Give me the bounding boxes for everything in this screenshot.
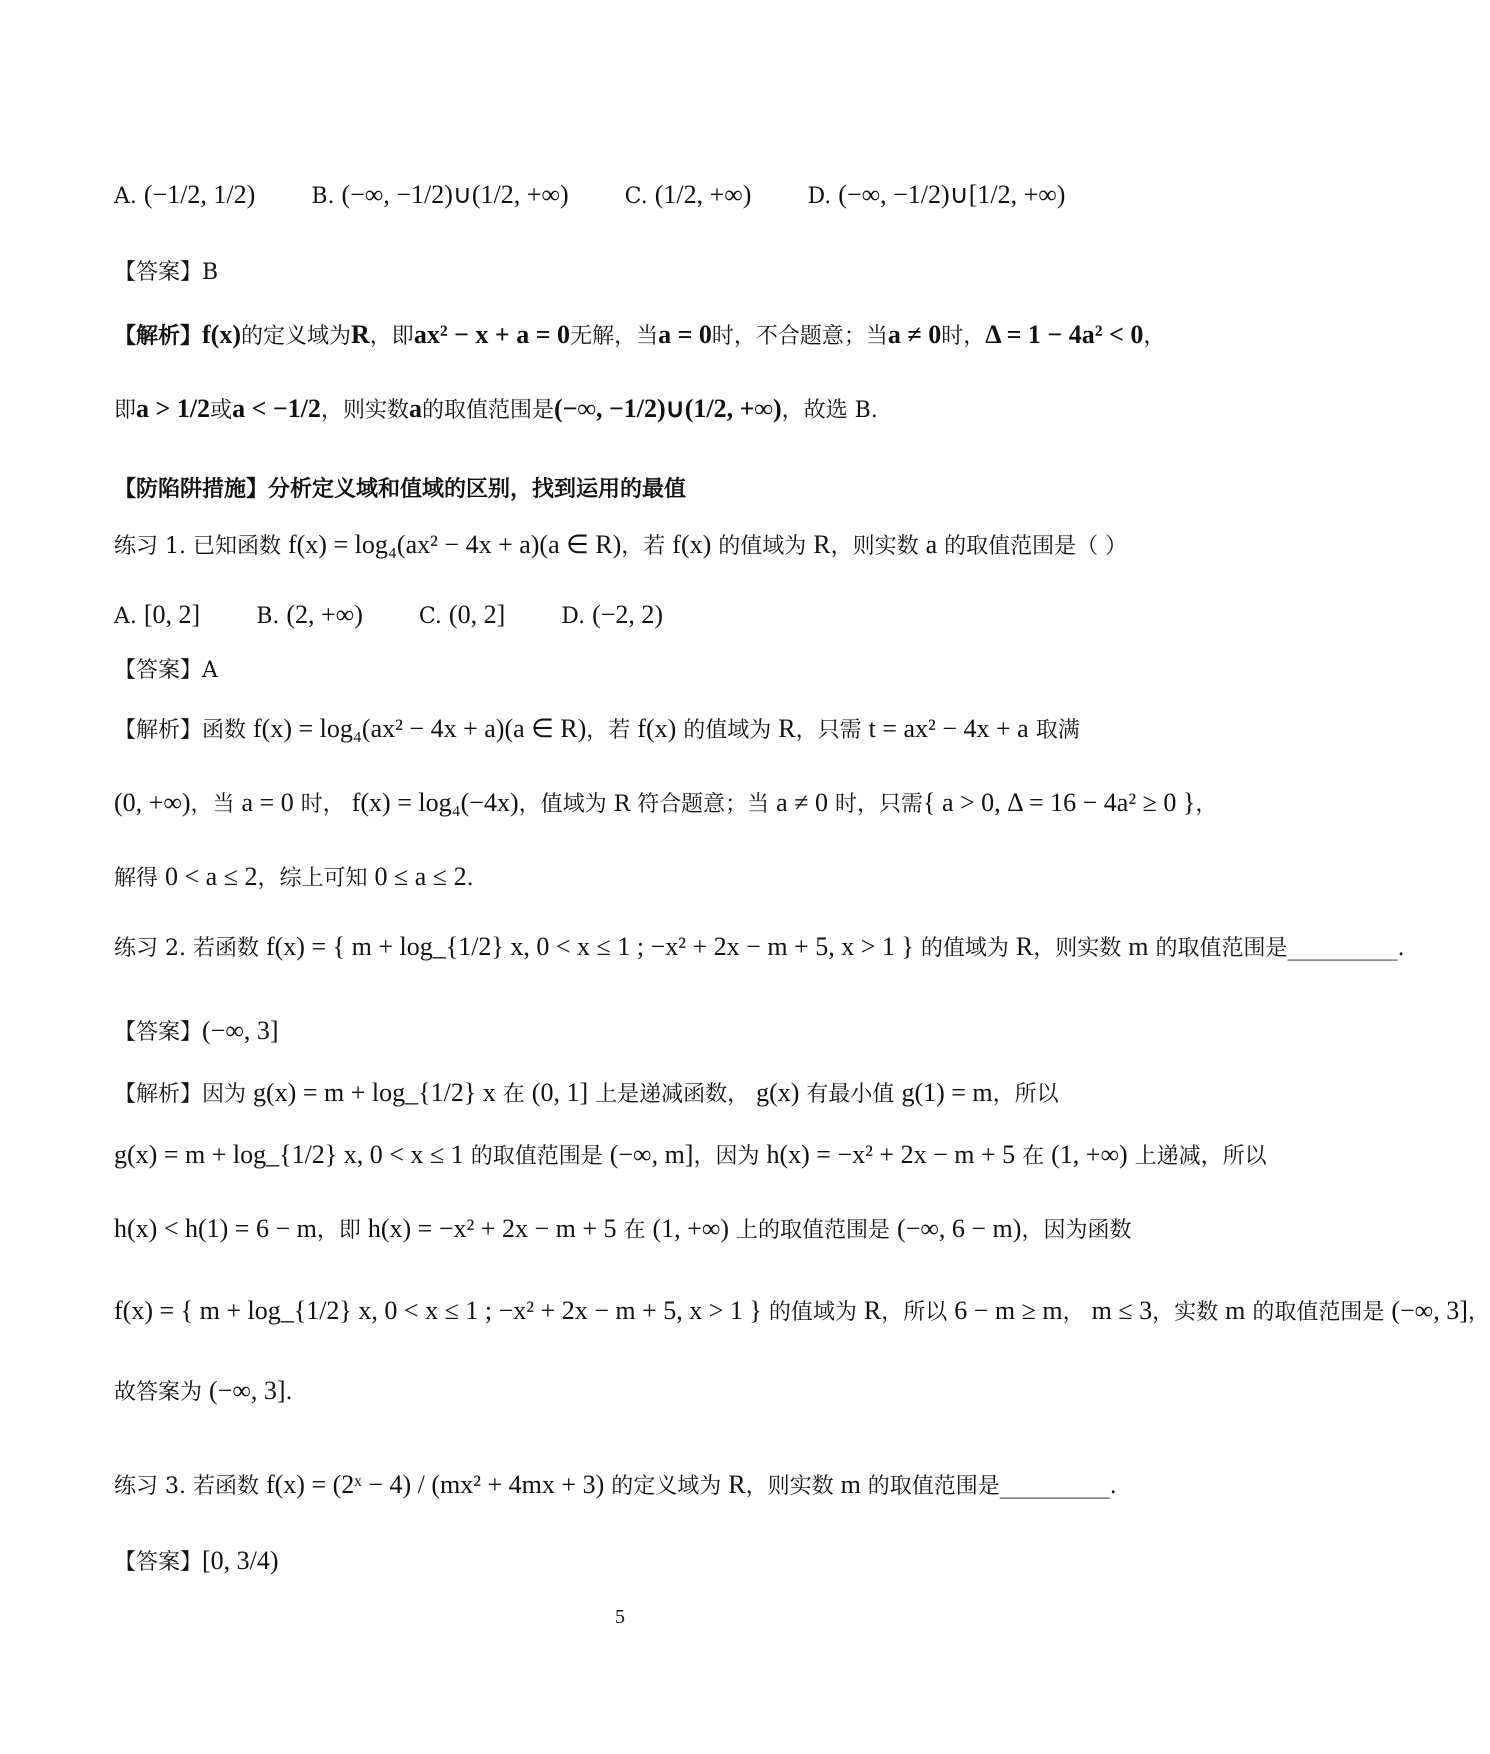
math-expression: a	[408, 394, 422, 423]
text-run: ，则实数	[1033, 936, 1129, 961]
analysis-prev-1	[114, 320, 1166, 352]
math-expression: R	[1015, 932, 1034, 961]
text-run: 有最小值	[799, 1082, 902, 1107]
exercise-2	[114, 932, 1405, 964]
text-run: 取满	[1028, 718, 1080, 743]
math-expression: f(x) = { m + log_{1/2} x, 0 < x ≤ 1 ; −x² + 2x − m + 5, x > 1 }	[265, 932, 914, 961]
text-run: ，因为函数	[1021, 1218, 1132, 1243]
answer-2	[114, 1016, 1130, 1048]
text-run: B.	[311, 184, 342, 209]
text-run: 【解析】因为	[114, 1082, 253, 1107]
text-run: 的定义域为	[604, 1474, 729, 1499]
math-expression: m	[840, 1470, 861, 1499]
text-run: 的定义域为	[241, 324, 352, 349]
text-run: 的取值范围是	[1245, 1300, 1392, 1325]
analysis-prev-2	[114, 394, 1130, 426]
text-run: 的值域为	[761, 1300, 864, 1325]
ex-options-prev	[114, 180, 1130, 212]
math-expression: f(x) = log₄(ax² − 4x + a)(a ∈ R)	[253, 714, 587, 743]
exercise-1-options	[114, 600, 1130, 632]
text-run: ，则实数	[320, 398, 409, 423]
math-expression: (−∞, 3]	[209, 1376, 286, 1405]
math-expression: R	[813, 530, 831, 559]
text-run: ，值域为 R 符合题意；当	[518, 792, 777, 817]
math-expression: (1, +∞)	[652, 1214, 730, 1243]
math-expression: (−∞, 6 − m)	[897, 1214, 1022, 1243]
analysis-2-3	[114, 1214, 1130, 1246]
math-expression: g(x) = m + log_{1/2} x, 0 < x ≤ 1	[114, 1140, 464, 1169]
math-expression: Δ = 1 − 4a² < 0	[985, 320, 1144, 349]
answer-3	[114, 1546, 1130, 1578]
math-expression: a < −1/2	[232, 394, 321, 423]
text-run: ，故选 B.	[781, 398, 878, 423]
math-expression: f(x) = (2ˣ − 4) / (mx² + 4mx + 3)	[265, 1470, 605, 1499]
text-run: ，所以	[881, 1300, 955, 1325]
text-run: ，则实数	[830, 534, 926, 559]
math-expression: f(x)	[202, 320, 241, 349]
math-expression: R	[351, 320, 370, 349]
text-run: 上递减，所以	[1127, 1144, 1267, 1169]
text-run: 【答案】	[114, 658, 203, 683]
text-run: 无解，当	[570, 324, 659, 349]
text-run: ，实数	[1152, 1300, 1226, 1325]
text-run: A	[202, 658, 218, 683]
text-run: 【答案】	[114, 1550, 203, 1575]
math-expression: m	[1225, 1296, 1246, 1325]
math-expression: (1, +∞)	[1051, 1140, 1128, 1169]
text-run: ，综上可知	[257, 866, 375, 891]
math-expression: f(x)	[672, 530, 712, 559]
text-run: 练习 2. 若函数	[114, 936, 266, 961]
math-expression: g(x) = m + log_{1/2} x	[253, 1078, 496, 1107]
math-expression: m ≤ 3	[1091, 1296, 1153, 1325]
text-run: D.	[807, 184, 839, 209]
math-expression: R	[778, 714, 796, 743]
text-run: .	[285, 1380, 293, 1405]
math-expression: ax² − x + a = 0	[413, 320, 571, 349]
exercise-3	[114, 1470, 1130, 1502]
text-run: 练习 3. 若函数	[114, 1474, 266, 1499]
math-expression: { a > 0, Δ = 16 − 4a² ≥ 0 }	[922, 788, 1196, 817]
math-expression: (−∞, m]	[609, 1140, 694, 1169]
math-expression: [0, 2]	[143, 600, 201, 629]
text-run: ，即	[316, 1218, 368, 1243]
math-expression: (−∞, 3]	[202, 1016, 279, 1045]
text-run: ，	[1195, 792, 1218, 817]
text-run: 或	[210, 398, 233, 423]
text-run: ，只需	[795, 718, 869, 743]
text-run: A.	[114, 604, 144, 629]
text-run: 在	[1015, 1144, 1052, 1169]
text-run: 时，	[293, 792, 352, 817]
math-expression: (−∞, −1/2)∪[1/2, +∞)	[838, 180, 1066, 209]
math-expression: h(x) = −x² + 2x − m + 5	[367, 1214, 617, 1243]
text-run: 的值域为	[676, 718, 779, 743]
text-run: ，因为	[693, 1144, 767, 1169]
text-run: C.	[624, 184, 655, 209]
math-expression: g(1) = m	[901, 1078, 993, 1107]
text-run: 【答案】	[114, 1020, 203, 1045]
math-expression: (0, +∞)	[114, 788, 191, 817]
text-run: 练习 1. 已知函数	[114, 534, 288, 559]
math-expression: [0, 3/4)	[202, 1546, 279, 1575]
text-run: 【防陷阱措施】分析定义域和值域的区别，找到运用的最值	[114, 476, 687, 502]
text-run: 时，	[941, 324, 986, 349]
text-run: 上是递减函数，	[588, 1082, 757, 1107]
text-run: 在	[616, 1218, 653, 1243]
math-expression: R	[863, 1296, 882, 1325]
math-expression: (−2, 2)	[592, 600, 664, 629]
math-expression: a > 1/2	[136, 394, 211, 423]
text-run: 的值域为	[711, 534, 814, 559]
text-run: C.	[418, 604, 449, 629]
math-expression: (2, +∞)	[286, 600, 363, 629]
text-run: ，	[1143, 324, 1166, 349]
math-expression: (−∞, 3]	[1391, 1296, 1468, 1325]
math-expression: (0, 1]	[531, 1078, 589, 1107]
math-expression: (−∞, −1/2)∪(1/2, +∞)	[341, 180, 569, 209]
text-run: ，	[1062, 1300, 1092, 1325]
exercise-1	[114, 530, 1130, 562]
text-run: D.	[561, 604, 593, 629]
text-run: ，所以	[992, 1082, 1059, 1107]
analysis-1-2	[114, 788, 1218, 820]
text-run: ，若	[621, 534, 673, 559]
analysis-2-1	[114, 1078, 1130, 1110]
math-expression: f(x) = { m + log_{1/2} x, 0 < x ≤ 1 ; −x² + 2x − m + 5, x > 1 }	[114, 1296, 762, 1325]
text-run: ，则实数	[745, 1474, 841, 1499]
text-run: ，若	[586, 718, 638, 743]
math-expression: h(x) = −x² + 2x − m + 5	[766, 1140, 1016, 1169]
text-run: 的值域为	[913, 936, 1016, 961]
text-run: 【解析】函数	[114, 718, 253, 743]
page-number: 5	[615, 1606, 625, 1628]
answer-1	[114, 656, 1130, 686]
text-run: 的取值范围是__________.	[1148, 936, 1405, 961]
analysis-1-3	[114, 862, 1130, 894]
analysis-1-1	[114, 714, 1130, 746]
text-run: 【答案】	[114, 260, 203, 285]
text-run: B	[202, 260, 219, 285]
math-expression: (−∞, −1/2)∪(1/2, +∞)	[553, 394, 782, 423]
text-run: ，当	[190, 792, 242, 817]
text-run: 的取值范围是	[421, 398, 554, 423]
answer-prev	[114, 258, 1130, 288]
text-run: ，	[1467, 1300, 1490, 1325]
math-expression: a ≠ 0	[887, 320, 942, 349]
text-run: 即	[114, 398, 137, 423]
text-run: B.	[256, 604, 287, 629]
analysis-2-2	[114, 1140, 1267, 1172]
text-run: 【解析】	[114, 323, 203, 349]
text-run: A.	[114, 184, 144, 209]
math-expression: h(x) < h(1) = 6 − m	[114, 1214, 317, 1243]
analysis-2-4	[114, 1296, 1490, 1328]
math-expression: (1/2, +∞)	[654, 180, 752, 209]
analysis-2-5	[114, 1376, 1130, 1408]
math-expression: f(x) = log₄(ax² − 4x + a)(a ∈ R)	[287, 530, 622, 559]
math-expression: t = ax² − 4x + a	[868, 714, 1029, 743]
text-run: 的取值范围是（ ）	[937, 534, 1128, 559]
text-run: 故答案为	[114, 1380, 209, 1405]
math-expression: R	[728, 1470, 746, 1499]
math-expression: (0, 2]	[448, 600, 506, 629]
math-expression: a = 0	[241, 788, 294, 817]
text-run: .	[466, 866, 474, 891]
math-expression: 0 ≤ a ≤ 2	[374, 862, 467, 891]
text-run: 在	[495, 1082, 532, 1107]
math-expression: g(x)	[756, 1078, 800, 1107]
math-expression: f(x) = log₄(−4x)	[351, 788, 519, 817]
math-expression: (−1/2, 1/2)	[143, 180, 256, 209]
trap-heading	[114, 474, 1130, 505]
math-expression: a ≠ 0	[776, 788, 828, 817]
text-run: 的取值范围是	[463, 1144, 610, 1169]
math-expression: a	[925, 530, 938, 559]
math-expression: m	[1128, 932, 1149, 961]
math-expression: a = 0	[658, 320, 712, 349]
text-run: 解得	[114, 866, 165, 891]
math-expression: 6 − m ≥ m	[954, 1296, 1063, 1325]
text-run: 上的取值范围是	[729, 1218, 898, 1243]
text-run: ，即	[369, 324, 414, 349]
math-expression: 0 < a ≤ 2	[165, 862, 258, 891]
text-run: 的取值范围是__________.	[860, 1474, 1117, 1499]
math-expression: f(x)	[637, 714, 677, 743]
text-run: 时，只需	[827, 792, 923, 817]
text-run: 时，不合题意；当	[711, 324, 888, 349]
